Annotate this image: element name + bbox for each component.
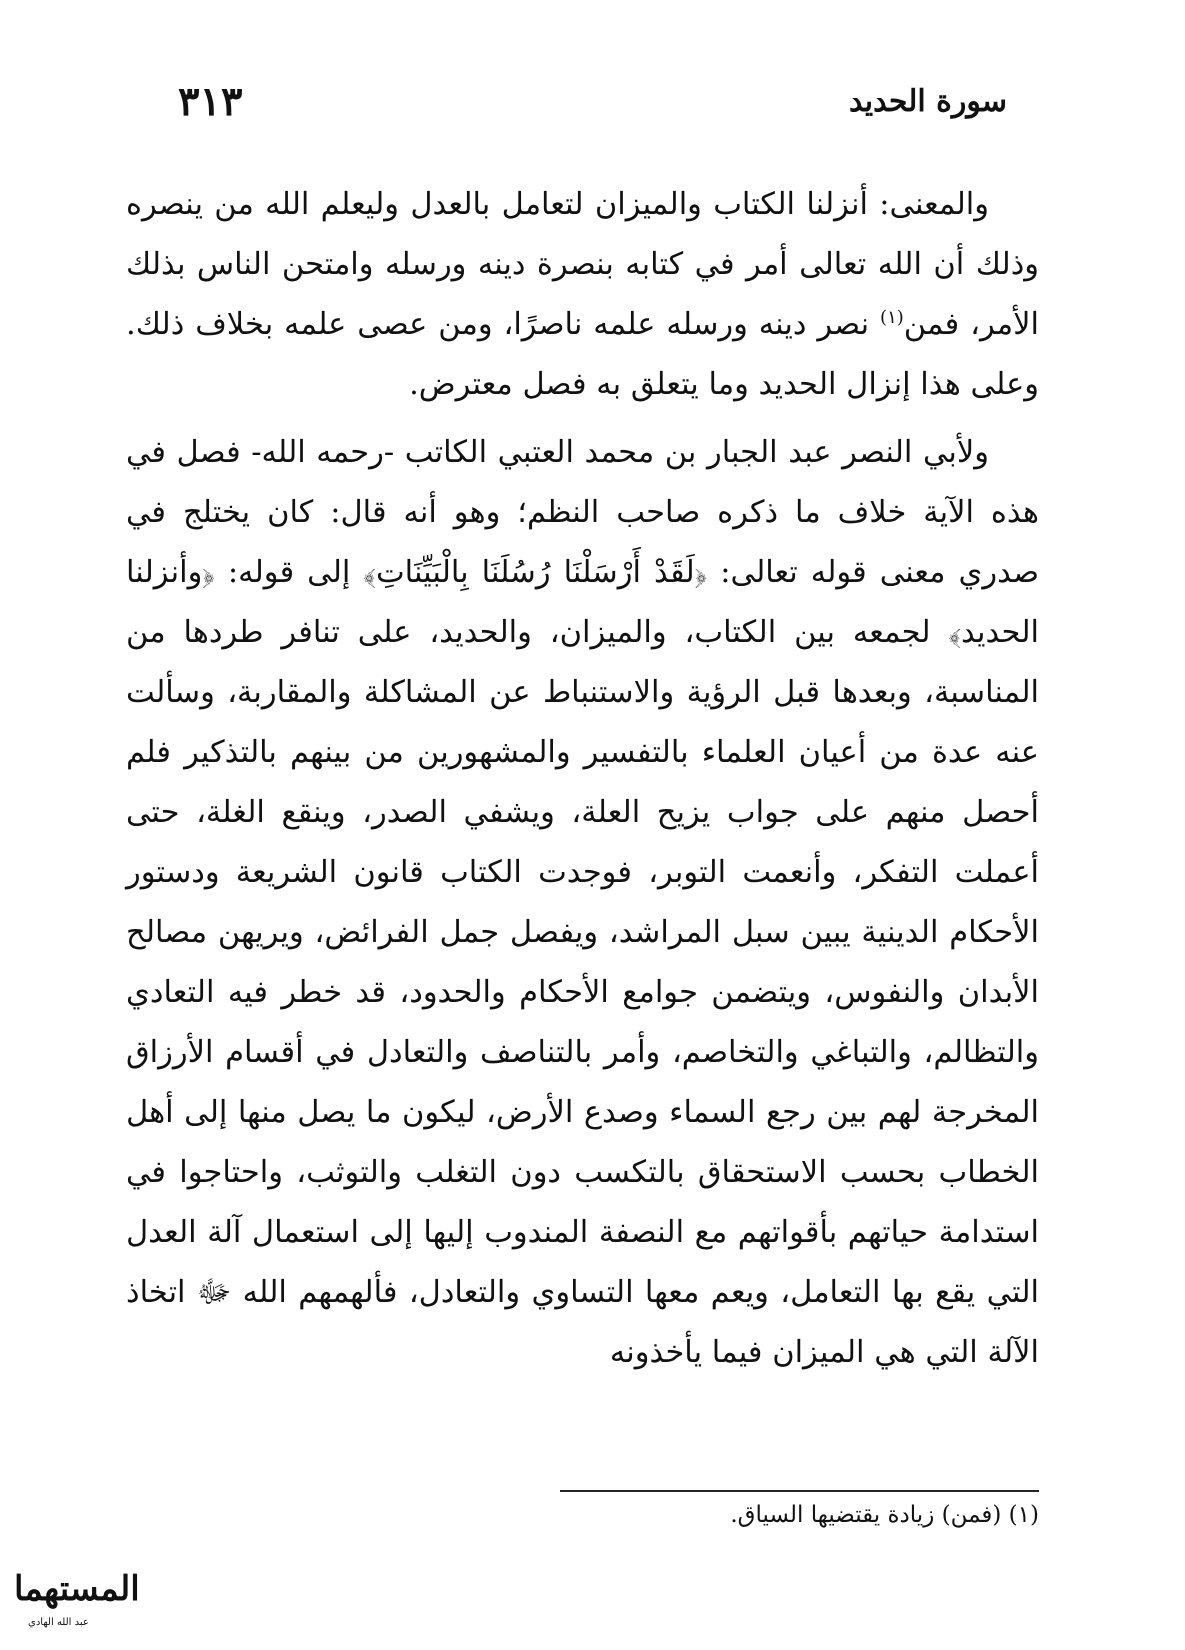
stamp-sub-text: عبد الله الهادي — [28, 1617, 89, 1628]
paragraph-1-part-b: نصر دينه ورسله علمه ناصرًا، ومن عصى علمه بخلاف ذلك. وعلى هذا إنزال الحديد وما يتعلق به فصل معترض. — [126, 307, 1039, 402]
footnote — [126, 1495, 1039, 1535]
main-text — [126, 175, 1039, 1383]
page-header — [178, 78, 1007, 134]
paragraph-1-part-a: والمعنى: أنزلنا الكتاب والميزان لتعامل بالعدل وليعلم الله من ينصره وذلك أن الله تعالى أمر في كتابه بنصرة دينه ورسله وامتحن الناس بذلك الأمر، فمن — [126, 187, 1039, 342]
quran-quote-1: ﴿لَقَدْ أَرْسَلْنَا رُسُلَنَا بِالْبَيِّنَاتِ﴾ — [363, 555, 708, 590]
footnote-divider — [560, 1490, 1039, 1492]
quran-quote-2: ﴿وأنزلنا الحديد﴾ — [126, 555, 1039, 650]
library-stamp — [10, 1565, 140, 1635]
paragraph-2-part-c: لجمعه بين الكتاب، والميزان، والحديد، على تنافر طردها من المناسبة، وبعدها قبل الرؤية والاستنباط عن المشاكلة والمقاربة، وسألت عنه عدة من أعيان العلماء بالتفسير والمشهورين من بينهم بالتذكير فلم أحصل منهم على جواب يزيح العلة، ويشفي الصدر، وينقع الغلة، حتى أعملت التفكر، وأنعمت التوبر، فوجدت الكتاب قانون الشريعة ودستور الأحكام الدينية يبين سبل المراشد، ويفصل جمل الفرائض، ويريهن مصالح الأبدان والنفوس، ويتضمن جوامع الأحكام والحدود، قد خطر فيه التعادي والتظالم، والتباغي والتخاصم، وأمر بالتناصف والتعادل في أقسام الأرزاق المخرجة لهم بين رجع السماء وصدع الأرض، ليكون ما يصل منها إلى أهل الخطاب بحسب الاستحقاق بالتكسب دون التغلب والتوثب، واحتاجوا في استدامة حياتهم بأقواتهم مع النصفة المندوب إليها إلى استعمال آلة العدل التي يقع بها التعامل، ويعم معها التساوي والتعادل، فألهمهم الله ﷻ اتخاذ الآلة التي هي الميزان فيما يأخذونه — [126, 615, 1039, 1370]
footnote-number: (١) — [1008, 1502, 1039, 1528]
footnote-text: (فمن) زيادة يقتضيها السياق. — [730, 1502, 1002, 1528]
paragraph-2 — [126, 423, 1039, 1383]
paragraph-2-part-b: إلى قوله: — [214, 555, 364, 590]
stamp-main-text: المستهما — [14, 1569, 140, 1609]
page-number: ٣١٣ — [178, 78, 243, 125]
paragraph-1 — [126, 175, 1039, 415]
surah-title: سورة الحديد — [849, 84, 1007, 119]
footnote-reference: (١) — [880, 306, 904, 328]
paragraph-2-part-a: ولأبي النصر عبد الجبار بن محمد العتبي الكاتب -رحمه الله- فصل في هذه الآية خلاف ما ذكره صاحب النظم؛ وهو أنه قال: كان يختلج في صدري معنى قوله تعالى: — [126, 435, 1040, 590]
